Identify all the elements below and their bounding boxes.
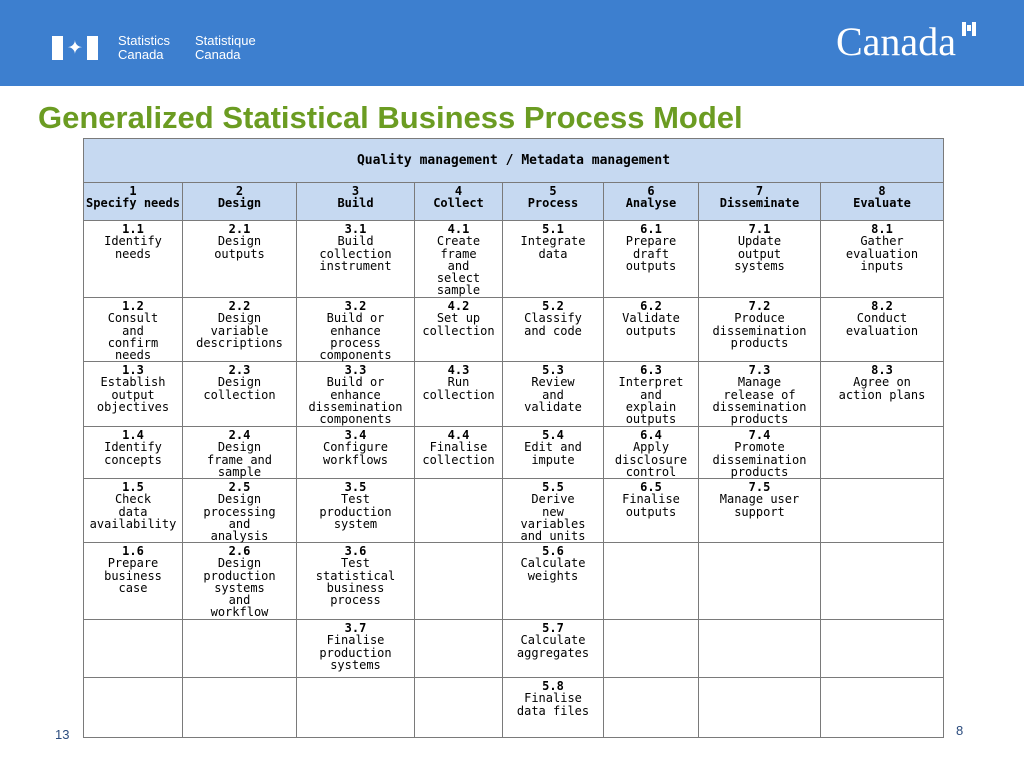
empty-cell [821,427,943,479]
subprocess-number: 2.4 [228,428,251,442]
subprocess-number: 2.6 [228,544,251,558]
subprocess-number: 5.5 [542,480,564,494]
subprocess-cell-5-1 [503,221,603,298]
subprocess-cell-5-8 [503,678,603,735]
subprocess-cell-8-2 [821,298,943,362]
subprocess-cell-2-1 [183,221,296,298]
phase-name: Disseminate [719,196,800,210]
subprocess-label: Integrate data [520,234,586,261]
empty-cell [604,620,698,678]
subprocess-label: Classify and code [524,311,582,338]
canada-flag-icon: ✦ [52,36,98,60]
subprocess-number: 7.4 [748,428,771,442]
subprocess-number: 3.1 [344,222,367,236]
subprocess-number: 5.7 [542,621,564,635]
subprocess-label: Run collection [422,375,495,402]
subprocess-cell-2-5 [183,479,296,543]
subprocess-cell-7-5 [699,479,820,543]
subprocess-label: Consult and confirm needs [107,311,159,363]
empty-cell [604,678,698,735]
subprocess-cell-1-2 [84,298,182,362]
subprocess-number: 3.5 [344,480,367,494]
subprocess-number: 1.1 [122,222,144,236]
subprocess-cell-3-1 [297,221,414,298]
subprocess-cell-2-6 [183,543,296,620]
subprocess-cell-7-2 [699,298,820,362]
phase-column-1 [84,183,183,737]
subprocess-cell-4-3 [415,362,502,427]
subprocess-cell-4-4 [415,427,502,479]
phase-name: Evaluate [853,196,911,210]
subprocess-number: 4.3 [447,363,470,377]
phase-name: Build [337,196,374,210]
phase-header-7 [699,183,820,221]
phase-header-1 [84,183,182,221]
subprocess-label: Prepare business case [104,556,162,595]
phase-header-4 [415,183,502,221]
subprocess-cell-1-5 [84,479,182,543]
subprocess-number: 4.1 [447,222,470,236]
subprocess-number: 8.2 [871,299,893,313]
phase-number: 7 [755,184,764,198]
subprocess-label: Design outputs [214,234,265,261]
subprocess-number: 6.5 [640,480,662,494]
empty-cell [297,678,414,735]
subprocess-cell-6-1 [604,221,698,298]
phase-column-2 [183,183,297,737]
subprocess-label: Finalise collection [422,440,495,467]
phase-number: 6 [647,184,655,198]
canada-wordmark: Canada [836,19,956,64]
subprocess-label: Review and validate [524,375,582,414]
subprocess-number: 5.6 [542,544,564,558]
subprocess-label: Build collection instrument [319,234,392,273]
phase-name: Process [527,196,579,210]
subprocess-label: Interpret and explain outputs [618,375,684,427]
subprocess-cell-5-2 [503,298,603,362]
subprocess-cell-3-6 [297,543,414,620]
subprocess-number: 8.3 [871,363,893,377]
subprocess-cell-8-1 [821,221,943,298]
subprocess-number: 2.2 [228,299,251,313]
subprocess-number: 1.6 [122,544,144,558]
subprocess-label: Design processing and analysis [203,492,276,544]
subprocess-cell-4-2 [415,298,502,362]
subprocess-cell-6-5 [604,479,698,543]
subprocess-number: 8.1 [871,222,893,236]
subprocess-number: 5.4 [542,428,564,442]
subprocess-cell-3-4 [297,427,414,479]
subprocess-label: Finalise outputs [622,492,680,519]
subprocess-label: Conduct evaluation [845,311,919,338]
subprocess-number: 2.3 [228,363,251,377]
subprocess-cell-8-3 [821,362,943,427]
subprocess-label: Apply disclosure control [614,440,688,479]
phase-header-8 [821,183,943,221]
subprocess-number: 4.2 [447,299,470,313]
subprocess-number: 3.3 [344,363,367,377]
phase-column-5 [503,183,604,737]
subprocess-cell-5-6 [503,543,603,620]
slide-number: 8 [956,723,964,738]
subprocess-cell-5-5 [503,479,603,543]
subprocess-number: 1.3 [122,363,144,377]
subprocess-label: Calculate weights [520,556,586,583]
phase-number: 5 [549,184,557,198]
subprocess-label: Identify concepts [104,440,162,467]
phase-column-7 [699,183,821,737]
subprocess-cell-3-2 [297,298,414,362]
empty-cell [415,678,502,735]
subprocess-number: 5.2 [542,299,564,313]
phase-number: 8 [878,184,886,198]
empty-cell [699,678,820,735]
subprocess-label: Promote dissemination products [712,440,807,479]
phase-header-6 [604,183,698,221]
phase-number: 4 [454,184,463,198]
empty-cell [415,620,502,678]
phase-header-5 [503,183,603,221]
subprocess-cell-5-7 [503,620,603,678]
page-number: 13 [55,727,70,742]
subprocess-number: 6.3 [640,363,662,377]
empty-cell [699,620,820,678]
subprocess-number: 6.4 [640,428,662,442]
empty-cell [183,678,296,735]
subprocess-number: 6.2 [640,299,662,313]
subprocess-number: 4.4 [447,428,470,442]
phase-number: 3 [351,184,360,198]
subprocess-cell-6-2 [604,298,698,362]
subprocess-number: 7.5 [748,480,771,494]
subprocess-label: Build or enhance process components [319,311,392,363]
subprocess-cell-2-4 [183,427,296,479]
gsbpm-table [83,138,944,738]
empty-cell [415,543,502,620]
subprocess-number: 3.6 [344,544,367,558]
subprocess-label: Check data availability [89,492,177,531]
subprocess-number: 1.2 [122,299,144,313]
subprocess-number: 5.3 [542,363,564,377]
org-name-french: Statistique Canada [195,33,256,62]
subprocess-number: 7.1 [748,222,771,236]
subprocess-number: 7.2 [748,299,771,313]
empty-cell [821,479,943,543]
subprocess-label: Manage user support [719,492,800,519]
empty-cell [699,543,820,620]
subprocess-label: Edit and impute [524,440,582,467]
wordmark-flag-icon [962,22,976,36]
subprocess-label: Configure workflows [322,440,389,467]
phase-name: Analyse [625,196,677,210]
subprocess-cell-2-3 [183,362,296,427]
phase-header-3 [297,183,414,221]
phase-name: Collect [433,196,484,210]
subprocess-label: Update output systems [734,234,785,273]
subprocess-label: Design production systems and workflow [203,556,276,620]
subprocess-label: Design variable descriptions [196,311,283,350]
subprocess-cell-7-3 [699,362,820,427]
subprocess-cell-1-1 [84,221,182,298]
subprocess-cell-6-4 [604,427,698,479]
subprocess-label: Finalise production systems [319,633,392,672]
empty-cell [604,543,698,620]
subprocess-label: Finalise data files [516,691,590,718]
subprocess-number: 5.1 [542,222,564,236]
org-name-english: Statistics Canada [118,33,171,62]
header-banner [0,0,1024,86]
phase-column-6 [604,183,699,737]
subprocess-number: 3.7 [344,621,367,635]
subprocess-label: Calculate aggregates [516,633,590,660]
phase-number: 2 [235,184,244,198]
subprocess-number: 1.4 [122,428,144,442]
subprocess-label: Gather evaluation inputs [845,234,919,273]
subprocess-cell-1-4 [84,427,182,479]
subprocess-number: 1.5 [122,480,144,494]
empty-cell [821,620,943,678]
phase-column-4 [415,183,503,737]
subprocess-cell-1-3 [84,362,182,427]
subprocess-cell-1-6 [84,543,182,620]
subprocess-number: 3.2 [344,299,367,313]
subprocess-number: 2.5 [228,480,251,494]
quality-metadata-banner: Quality management / Metadata management [84,139,943,183]
subprocess-number: 3.4 [344,428,367,442]
subprocess-cell-7-4 [699,427,820,479]
phase-column-8 [821,183,943,737]
phase-number: 1 [129,184,137,198]
phase-header-2 [183,183,296,221]
subprocess-label: Set up collection [422,311,495,338]
subprocess-cell-3-7 [297,620,414,678]
subprocess-cell-4-1 [415,221,502,298]
page-title: Generalized Statistical Business Process Model [38,100,743,135]
subprocess-label: Establish output objectives [96,375,170,414]
subprocess-label: Validate outputs [622,311,680,338]
phase-column-3 [297,183,415,737]
phase-name: Design [217,196,262,210]
empty-cell [821,678,943,735]
subprocess-label: Manage release of dissemination products [712,375,807,427]
subprocess-label: Test statistical business process [315,556,396,608]
subprocess-cell-6-3 [604,362,698,427]
empty-cell [84,678,182,735]
subprocess-label: Prepare draft outputs [625,234,677,273]
subprocess-cell-5-3 [503,362,603,427]
subprocess-cell-2-2 [183,298,296,362]
empty-cell [415,479,502,543]
subprocess-label: Design frame and sample [206,440,273,479]
empty-cell [84,620,182,678]
subprocess-label: Derive new variables and units [520,492,586,544]
subprocess-cell-7-1 [699,221,820,298]
empty-cell [821,543,943,620]
subprocess-label: Design collection [203,375,276,402]
empty-cell [183,620,296,678]
subprocess-label: Produce dissemination products [712,311,807,350]
subprocess-cell-5-4 [503,427,603,479]
subprocess-cell-3-5 [297,479,414,543]
subprocess-number: 7.3 [748,363,771,377]
subprocess-cell-3-3 [297,362,414,427]
subprocess-label: Build or enhance dissemination components [308,375,403,427]
subprocess-label: Create frame and select sample [436,234,481,298]
subprocess-number: 5.8 [542,679,564,693]
phase-name: Specify needs [86,196,180,210]
subprocess-label: Test production system [319,492,392,531]
subprocess-label: Identify needs [104,234,162,261]
subprocess-number: 6.1 [640,222,662,236]
subprocess-number: 2.1 [228,222,251,236]
subprocess-label: Agree on action plans [838,375,926,402]
